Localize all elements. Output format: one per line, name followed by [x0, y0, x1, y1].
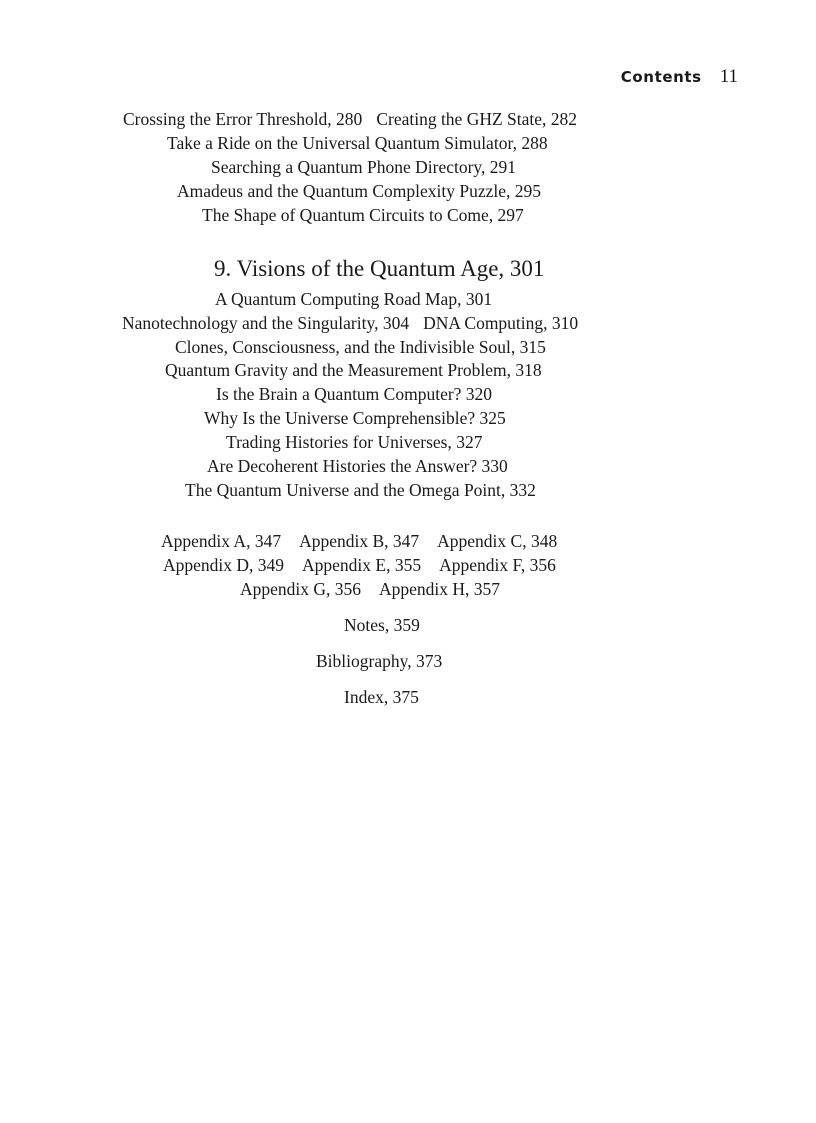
appendix-entry: Appendix B, 347 — [299, 531, 420, 551]
toc-entry: DNA Computing, 310 — [423, 313, 579, 333]
appendix-line — [240, 581, 500, 599]
toc-entry: Searching a Quantum Phone Directory, 291 — [211, 157, 517, 177]
toc-entry: Trading Histories for Universes, 327 — [226, 432, 483, 452]
toc-entry-index: Index, 375 — [344, 687, 419, 707]
appendix-entry: Appendix D, 349 — [163, 555, 285, 575]
toc-entry-bibliography: Bibliography, 373 — [316, 651, 443, 671]
toc-line — [123, 111, 577, 129]
toc-entry-notes: Notes, 359 — [344, 615, 420, 635]
header-title: Contents — [620, 68, 702, 86]
toc-entry: Take a Ride on the Universal Quantum Simulator, 288 — [167, 133, 548, 153]
toc-entry: The Shape of Quantum Circuits to Come, 297 — [202, 205, 524, 225]
toc-entry: Are Decoherent Histories the Answer? 330 — [207, 456, 508, 476]
appendix-entry: Appendix A, 347 — [161, 531, 282, 551]
page-number: 11 — [719, 66, 738, 87]
toc-entry: Clones, Consciousness, and the Indivisible Soul, 315 — [175, 337, 546, 357]
toc-entry: The Quantum Universe and the Omega Point, 332 — [185, 480, 536, 500]
appendix-entry: Appendix E, 355 — [302, 555, 422, 575]
appendix-entry: Appendix C, 348 — [437, 531, 558, 551]
toc-entry: Quantum Gravity and the Measurement Problem, 318 — [165, 360, 542, 380]
running-header — [621, 66, 738, 88]
toc-entry: Crossing the Error Threshold, 280 — [123, 109, 363, 129]
appendix-entry: Appendix H, 357 — [379, 579, 501, 599]
toc-entry: Why Is the Universe Comprehensible? 325 — [204, 408, 506, 428]
appendix-line — [163, 557, 556, 575]
appendix-entry: Appendix F, 356 — [439, 555, 556, 575]
appendix-entry: Appendix G, 356 — [240, 579, 362, 599]
appendix-line — [161, 533, 557, 551]
toc-entry: Creating the GHZ State, 282 — [376, 109, 578, 129]
toc-entry: A Quantum Computing Road Map, 301 — [215, 289, 493, 309]
toc-entry: Nanotechnology and the Singularity, 304 — [122, 313, 410, 333]
toc-line — [122, 315, 578, 333]
toc-entry: Amadeus and the Quantum Complexity Puzzle, 295 — [177, 181, 542, 201]
toc-entry: Is the Brain a Quantum Computer? 320 — [216, 384, 493, 404]
chapter-title: 9. Visions of the Quantum Age, 301 — [214, 256, 545, 281]
